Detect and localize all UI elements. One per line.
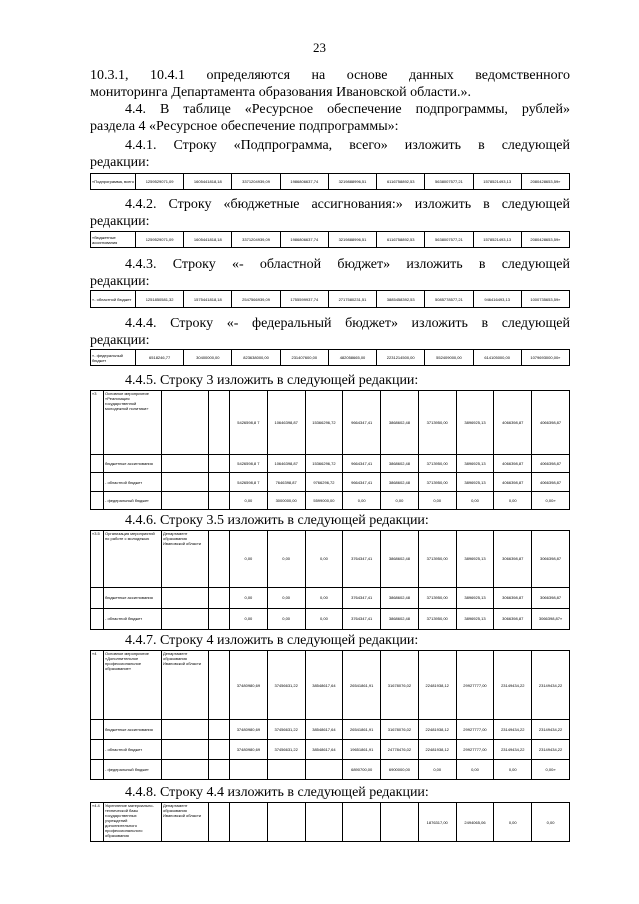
table-row [91,720,570,740]
table-federal-budget [90,349,570,366]
executor-cell: Департамент образования Ивановской области [162,531,209,588]
value-cell: 3713950,00 [418,587,456,608]
value-cell: 1986806637,74 [280,232,328,248]
table-row-3-5 [90,530,570,630]
value-cell: 38548617,64 [305,651,343,720]
value-cell: 4066398,87 [532,473,570,491]
value-cell: 3896925,13 [456,455,494,473]
value-cell: 37480980,69 [230,720,268,740]
value-cell: 4066398,87 [532,391,570,455]
value-cell: 3868602,48 [381,531,419,588]
value-cell: 0,00 [267,608,305,629]
value-cell: 7646398,87 [267,473,305,491]
section-4-4-5-heading: 4.4.5. Строку 3 изложить в следующей редакции: [125,373,419,388]
section-4-4-2-heading [90,196,570,230]
value-cell: 3896925,13 [456,391,494,455]
value-cell: 37456631,22 [267,740,305,760]
table-row-3 [90,390,570,510]
value-cell: 4066398,87 [494,455,532,473]
value-cell [381,803,419,842]
value-cell: 3713950,00 [418,608,456,629]
row-number-cell: «3.5 [91,531,104,588]
value-cell: 3066398,87 [494,587,532,608]
empty-cell [209,391,230,455]
value-cell: 3896925,13 [456,531,494,588]
value-cell: 31678076,02 [381,651,419,720]
value-cell: 0,00 [418,491,456,509]
value-cell: 9664347,41 [343,473,381,491]
value-cell: 3868602,48 [381,473,419,491]
value-cell: 3896925,13 [456,587,494,608]
table-row [91,455,570,473]
value-cell: 3764347,41 [343,608,381,629]
row-label-cell: «- областной бюджет [91,291,136,308]
table-row [91,473,570,491]
section-4-4-7-heading: 4.4.7. Строку 4 изложить в следующей редакции: [125,633,419,648]
intro-line: раздела 4 «Ресурсное обеспечение подпрограммы»: [90,119,399,134]
intro-line: мониторинга Департамента образования Ивановской области.». [90,85,471,100]
value-cell: 0,00 [494,760,532,780]
table-row-4 [90,650,570,780]
row-number-cell [91,720,104,740]
value-cell: 29927777,00 [456,740,494,760]
section-4-4-6-heading: 4.4.6. Строку 3.5 изложить в следующей редакции: [125,513,429,528]
value-cell: 3713950,00 [418,531,456,588]
value-cell: 823638000,00 [232,350,280,366]
value-cell: 2231214500,00 [377,350,425,366]
value-cell: 0,00 [230,491,268,509]
value-cell: 3066398,87 [532,587,570,608]
value-cell: 3371204939,09 [232,174,280,190]
empty-cell [209,473,230,491]
value-cell: 29927777,00 [456,720,494,740]
value-cell: 5426598,8 7 [230,473,268,491]
table-row [91,531,570,588]
value-cell: 3066398,87» [532,608,570,629]
value-cell: 1000735653,59» [521,291,569,308]
value-cell: 1575441818,18 [184,291,232,308]
value-cell: 2717580231,51 [328,291,376,308]
row-label-cell: «- федеральный бюджет [91,350,136,366]
value-cell: 1755599937,74 [280,291,328,308]
table-row [91,587,570,608]
executor-cell [162,720,209,740]
value-cell: 946416493,13 [473,291,521,308]
table-row [91,232,570,248]
value-cell: 0,00 [381,491,419,509]
table-row [91,803,570,842]
page-number: 23 [313,40,326,55]
row-label-cell: - областной бюджет [104,608,162,629]
value-cell: 22481938,12 [418,651,456,720]
value-cell: 10646398,87 [267,455,305,473]
value-cell: 6116758892,53 [377,232,425,248]
value-cell: 3868602,48 [381,391,419,455]
row-label-cell: Организация мероприятий по работе с молодежью [104,531,162,588]
row-label-cell: бюджетные ассигнования [104,455,162,473]
heading-line: 4.4.2. Строку «бюджетные ассигнования:» изложить в следующей [125,197,570,212]
value-cell: 3868602,48 [381,587,419,608]
value-cell: 0,00 [456,491,494,509]
row-number-cell: «4.4 [91,803,104,842]
executor-cell [162,455,209,473]
value-cell: 1578521493,13 [473,232,521,248]
value-cell: 4066398,87 [494,391,532,455]
intro-line: 4.4. В таблице «Ресурсное обеспечение подпрограммы, рублей» [125,102,570,117]
value-cell: 2080428653,59» [521,232,569,248]
value-cell: 6890700,00 [343,760,381,780]
value-cell: 0,00 [418,760,456,780]
intro-line: 10.3.1, 10.4.1 определяются на основе данных ведомственного [90,68,570,83]
value-cell: 1578521493,13 [473,174,521,190]
row-number-cell [91,587,104,608]
section-4-4-1-heading [90,137,570,171]
executor-cell [162,473,209,491]
intro-paragraph [90,67,570,135]
value-cell: 23149434,22 [532,720,570,740]
value-cell: 3066398,87 [532,531,570,588]
value-cell: 26541861,91 [343,651,381,720]
executor-cell [162,587,209,608]
value-cell: 1876317,00 [418,803,456,842]
value-cell: 4066398,87 [494,473,532,491]
value-cell: 614105000,00 [473,350,521,366]
table-row [91,291,570,308]
value-cell: 1986806637,74 [280,174,328,190]
value-cell: 6518246,77 [136,350,184,366]
row-label-cell: - федеральный бюджет [104,491,162,509]
value-cell: 24778476,02 [381,740,419,760]
value-cell: 15366296,72 [305,391,343,455]
value-cell: 23149434,22 [494,740,532,760]
value-cell: 38548617,64 [305,740,343,760]
value-cell [230,803,268,842]
value-cell: 0,00 [230,587,268,608]
empty-cell [209,740,230,760]
row-number-cell [91,491,104,509]
value-cell: 0,00» [532,760,570,780]
value-cell: 3066398,87 [494,531,532,588]
value-cell [305,803,343,842]
value-cell: 3868602,48 [381,608,419,629]
heading-line: редакции: [90,333,150,348]
value-cell: 23149434,22 [494,720,532,740]
executor-cell [162,391,209,455]
empty-cell [209,720,230,740]
value-cell: 9664347,41 [343,455,381,473]
section-4-4-3-heading [90,256,570,290]
row-number-cell [91,760,104,780]
empty-cell [209,531,230,588]
value-cell: 9766296,72 [305,473,343,491]
value-cell: 0,00 [305,608,343,629]
value-cell: 3713950,00 [418,391,456,455]
empty-cell [209,760,230,780]
value-cell [230,760,268,780]
value-cell: 2547566939,09 [232,291,280,308]
row-number-cell [91,473,104,491]
value-cell: 3713950,00 [418,473,456,491]
value-cell: 3000000,00 [267,491,305,509]
value-cell: 22481938,12 [418,720,456,740]
value-cell: 0,00 [494,803,532,842]
value-cell: 37456631,22 [267,720,305,740]
value-cell: 26541861,91 [343,720,381,740]
table-subprogram-total [90,173,570,190]
value-cell: 0,00» [532,491,570,509]
value-cell: 3066398,87 [494,608,532,629]
value-cell: 23149434,22 [494,651,532,720]
value-cell: 6116758892,53 [377,174,425,190]
executor-cell [162,740,209,760]
value-cell: 22481938,12 [418,740,456,760]
heading-line: редакции: [90,274,150,289]
value-cell: 6900000,00 [381,760,419,780]
value-cell: 3868602,48 [381,455,419,473]
value-cell: 3713950,00 [418,455,456,473]
section-4-4-4-heading [90,315,570,349]
value-cell: 0,00 [305,587,343,608]
empty-cell [209,455,230,473]
value-cell: 0,00 [267,587,305,608]
row-label-cell: «бюджетные ассигнования [91,232,136,248]
table-row-4-4 [90,802,570,842]
value-cell: 9664347,41 [343,391,381,455]
empty-cell [209,803,230,842]
row-number-cell [91,455,104,473]
value-cell: 3885458392,53 [377,291,425,308]
row-label-cell: Укрепление материально-технической базы государственных учреждений дополнительного профессионального образования [104,803,162,842]
empty-cell [209,491,230,509]
heading-line: редакции: [90,155,150,170]
table-row [91,491,570,509]
value-cell: 5085778577,21 [425,291,473,308]
value-cell: 0,00 [230,608,268,629]
value-cell: 2080428653,59» [521,174,569,190]
value-cell: 1251850581,32 [136,291,184,308]
value-cell: 1259529071,09 [136,174,184,190]
table-row [91,608,570,629]
heading-line: редакции: [90,214,150,229]
value-cell: 23149434,22 [532,740,570,760]
row-label-cell: бюджетные ассигнования [104,720,162,740]
value-cell: 4066398,87 [532,455,570,473]
value-cell: 31678076,02 [381,720,419,740]
value-cell: 0,00 [267,531,305,588]
table-row [91,740,570,760]
row-label-cell: - областной бюджет [104,740,162,760]
value-cell: 3219888996,51 [328,232,376,248]
value-cell: 37456631,22 [267,651,305,720]
table-regional-budget [90,290,570,308]
value-cell [267,803,305,842]
executor-cell: Департамент образования Ивановской области [162,651,209,720]
row-number-cell [91,608,104,629]
empty-cell [209,651,230,720]
row-label-cell: бюджетные ассигнования [104,587,162,608]
heading-line: 4.4.3. Строку «- областной бюджет» изложить в следующей [125,257,570,272]
value-cell: 5638007577,21 [425,174,473,190]
value-cell: 5599000,00 [305,491,343,509]
value-cell: 38548617,64 [305,720,343,740]
empty-cell [209,608,230,629]
value-cell: 0,00 [343,491,381,509]
row-number-cell: «3 [91,391,104,455]
value-cell: 3764347,41 [343,587,381,608]
executor-cell [162,608,209,629]
value-cell [343,803,381,842]
value-cell: 5426598,8 7 [230,391,268,455]
value-cell: 552409000,00 [425,350,473,366]
value-cell: 231407600,00 [280,350,328,366]
executor-cell [162,760,209,780]
row-label-cell: - областной бюджет [104,473,162,491]
table-budget-allocations [90,231,570,248]
value-cell: 1605441818,18 [184,232,232,248]
value-cell: 19651861,91 [343,740,381,760]
table-row [91,391,570,455]
value-cell: 1079693000,00» [521,350,569,366]
row-label-cell: Основное мероприятие «Реализация государственной молодежной политики» [104,391,162,455]
heading-line: 4.4.1. Строку «Подпрограмма, всего» изложить в следующей [125,138,570,153]
value-cell: 2494065,06 [456,803,494,842]
value-cell: 3371204939,09 [232,232,280,248]
value-cell: 37480980,69 [230,651,268,720]
value-cell: 3764347,41 [343,531,381,588]
value-cell: 5426598,8 7 [230,455,268,473]
value-cell: 0,00 [456,760,494,780]
executor-cell [162,491,209,509]
table-row [91,760,570,780]
row-number-cell [91,740,104,760]
value-cell [267,760,305,780]
value-cell: 37480980,69 [230,740,268,760]
table-row [91,174,570,190]
row-label-cell: - федеральный бюджет [104,760,162,780]
row-label-cell: Основное мероприятие «Дополнительное профессиональное образование» [104,651,162,720]
heading-line: 4.4.4. Строку «- федеральный бюджет» изложить в следующей [125,316,570,331]
value-cell: 30400000,00 [184,350,232,366]
value-cell [305,760,343,780]
row-label-cell: «Подпрограмма, всего [91,174,136,190]
value-cell: 1259529071,09 [136,232,184,248]
value-cell: 15366296,72 [305,455,343,473]
value-cell: 482058665,00 [328,350,376,366]
value-cell: 3896925,13 [456,608,494,629]
value-cell: 29927777,00 [456,651,494,720]
executor-cell: Департамент образования Ивановской области [162,803,209,842]
value-cell: 0,00 [305,531,343,588]
value-cell: 10646398,87 [267,391,305,455]
value-cell: 3896925,13 [456,473,494,491]
table-row [91,350,570,366]
value-cell: 23149434,22 [532,651,570,720]
section-4-4-8-heading: 4.4.8. Строку 4.4 изложить в следующей редакции: [125,785,429,800]
value-cell: 0,00 [494,491,532,509]
empty-cell [209,587,230,608]
value-cell: 1605441818,18 [184,174,232,190]
value-cell: 3219888996,51 [328,174,376,190]
value-cell: 0,00 [532,803,570,842]
row-number-cell: «4 [91,651,104,720]
value-cell: 0,00 [230,531,268,588]
value-cell: 5638007577,21 [425,232,473,248]
table-row [91,651,570,720]
